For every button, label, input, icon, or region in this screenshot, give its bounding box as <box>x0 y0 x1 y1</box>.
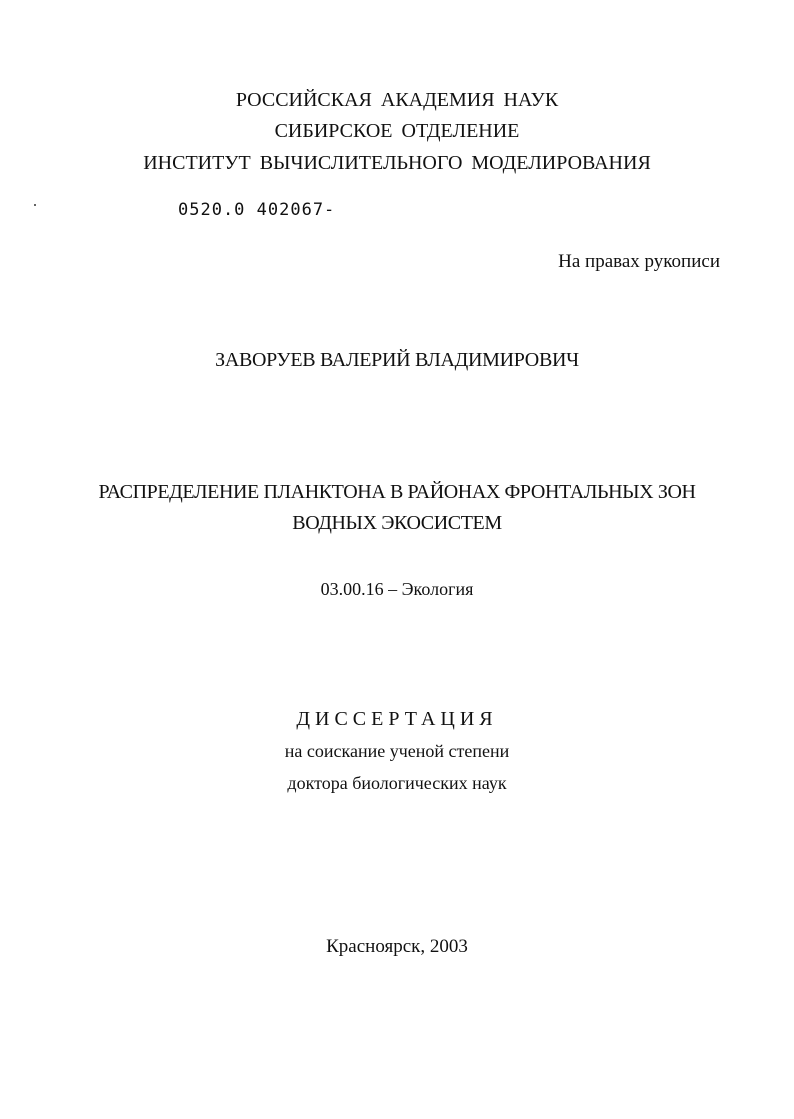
place-and-year: Красноярск, 2003 <box>326 936 468 957</box>
org-academy: РОССИЙСКАЯ АКАДЕМИЯ НАУК <box>235 89 559 111</box>
dissertation-title-line-2: ВОДНЫХ ЭКОСИСТЕМ <box>292 512 502 534</box>
work-type-heading: ДИССЕРТАЦИЯ <box>296 708 498 730</box>
degree-line-1: на соискание ученой степени <box>284 741 510 761</box>
org-branch: СИБИРСКОЕ ОТДЕЛЕНИЕ <box>274 120 520 142</box>
specialty-code: 03.00.16 – Экология <box>320 579 474 599</box>
org-institute: ИНСТИТУТ ВЫЧИСЛИТЕЛЬНОГО МОДЕЛИРОВАНИЯ <box>143 152 651 174</box>
degree-line-2: доктора биологических наук <box>287 773 507 793</box>
scan-speck <box>34 204 36 206</box>
manuscript-rights-note: На правах рукописи <box>558 251 720 272</box>
dissertation-title-line-1: РАСПРЕДЕЛЕНИЕ ПЛАНКТОНА В РАЙОНАХ ФРОНТАЛЬНЫХ ЗОН <box>98 481 696 503</box>
archive-stamp-code: 0520.0 402067- <box>178 200 336 220</box>
author-name: ЗАВОРУЕВ ВАЛЕРИЙ ВЛАДИМИРОВИЧ <box>215 349 579 371</box>
